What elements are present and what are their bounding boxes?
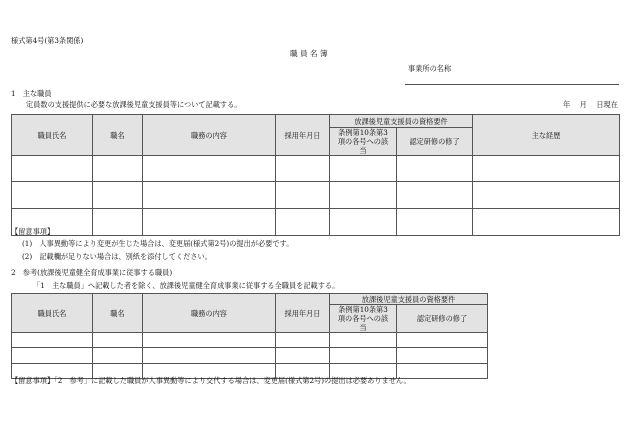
notes1-heading: 【留意事項】 [11, 227, 55, 236]
office-name-underline [405, 84, 619, 85]
section1-description: 定員数の支援提供に必要な放課後児童支援員等について記載する。 [26, 100, 242, 109]
col-training-completion: 認定研修の修了 [397, 128, 473, 156]
cell-duties[interactable] [143, 182, 276, 209]
cell-article-applicability[interactable] [330, 348, 397, 364]
notes1-item-2: (2) 記載欄が足りない場合は、別紙を添付してください。 [22, 252, 212, 261]
col-qualification-group: 放課後児童支援員の資格要件 [330, 294, 488, 305]
cell-career[interactable] [473, 156, 620, 182]
cell-training-completion[interactable] [397, 182, 473, 209]
table-row [12, 182, 620, 209]
cell-hire-date[interactable] [276, 209, 330, 236]
col-hire-date: 採用年月日 [276, 294, 330, 333]
table-row [12, 348, 488, 364]
reference-staff-table [11, 293, 488, 379]
cell-career[interactable] [473, 182, 620, 209]
table-row [12, 333, 488, 348]
cell-article-applicability[interactable] [330, 209, 397, 236]
cell-training-completion[interactable] [397, 209, 473, 236]
col-article-applicability: 条例第10条第3項の各号への該当 [330, 128, 397, 156]
col-duties: 職務の内容 [143, 294, 276, 333]
col-staff-name: 職員氏名 [12, 294, 93, 333]
main-staff-table [11, 114, 620, 236]
office-name-label: 事業所の名称 [408, 64, 452, 73]
cell-job-title[interactable] [93, 156, 143, 182]
cell-duties[interactable] [143, 209, 276, 236]
cell-article-applicability[interactable] [330, 156, 397, 182]
section1-heading: 1 主な職員 [11, 89, 52, 98]
col-job-title: 職名 [93, 115, 143, 156]
col-career: 主な経歴 [473, 115, 620, 156]
cell-job-title[interactable] [93, 348, 143, 364]
cell-article-applicability[interactable] [330, 182, 397, 209]
cell-training-completion[interactable] [397, 156, 473, 182]
section2-heading: 2 参考(放課後児童健全育成事業に従事する職員) [11, 268, 173, 277]
cell-job-title[interactable] [93, 182, 143, 209]
notes2: 【留意事項】「2 参考」に記載した職員が人事異動等により交代する場合は、変更届(様式第2号)の提出は必要ありません。 [11, 376, 411, 385]
table-row [12, 156, 620, 182]
col-job-title: 職名 [93, 294, 143, 333]
page-title: 職 員 名 簿 [290, 49, 328, 58]
cell-duties[interactable] [143, 348, 276, 364]
cell-staff-name[interactable] [12, 333, 93, 348]
col-staff-name: 職員氏名 [12, 115, 93, 156]
col-duties: 職務の内容 [143, 115, 276, 156]
col-qualification-group: 放課後児童支援員の資格要件 [330, 115, 473, 128]
cell-job-title[interactable] [93, 209, 143, 236]
cell-hire-date[interactable] [276, 156, 330, 182]
cell-staff-name[interactable] [12, 348, 93, 364]
notes1-item-1: (1) 人事異動等により変更が生じた場合は、変更届(様式第2号)の提出が必要です。 [22, 239, 294, 248]
cell-training-completion[interactable] [397, 348, 488, 364]
cell-hire-date[interactable] [276, 182, 330, 209]
table-row [12, 209, 620, 236]
cell-staff-name[interactable] [12, 182, 93, 209]
cell-article-applicability[interactable] [330, 333, 397, 348]
cell-training-completion[interactable] [397, 333, 488, 348]
col-hire-date: 採用年月日 [276, 115, 330, 156]
form-code: 様式第4号(第3条関係) [11, 36, 84, 45]
cell-hire-date[interactable] [276, 333, 330, 348]
col-training-completion: 認定研修の修了 [397, 305, 488, 333]
cell-duties[interactable] [143, 333, 276, 348]
col-article-applicability: 条例第10条第3項の各号への該当 [330, 305, 397, 333]
cell-career[interactable] [473, 209, 620, 236]
section2-description: 「1 主な職員」へ記載した者を除く、放課後児童健全育成事業に従事する全職員を記載する。 [33, 281, 340, 290]
cell-duties[interactable] [143, 156, 276, 182]
cell-hire-date[interactable] [276, 348, 330, 364]
as-of-date: 年 月 日現在 [563, 100, 618, 109]
cell-staff-name[interactable] [12, 156, 93, 182]
cell-job-title[interactable] [93, 333, 143, 348]
